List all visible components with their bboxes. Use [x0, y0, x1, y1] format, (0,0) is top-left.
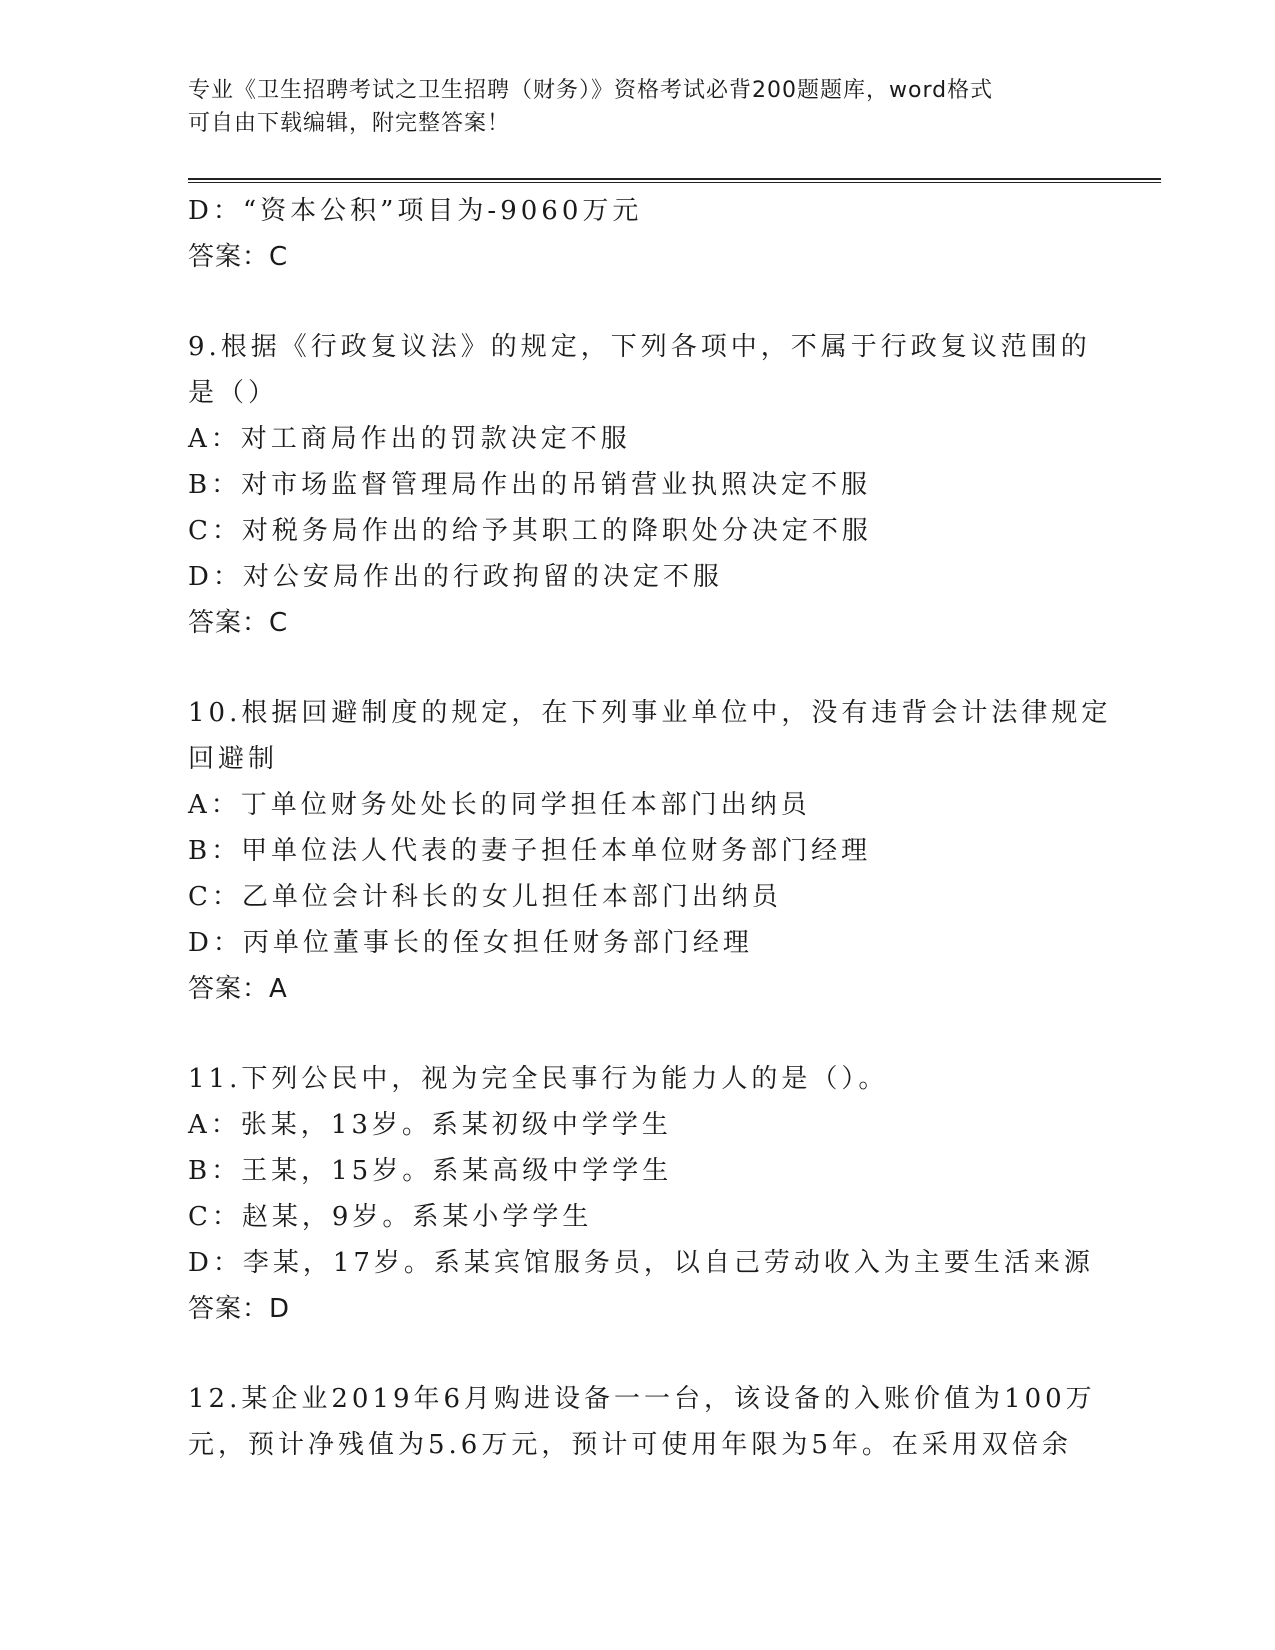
question-text-line-2: 元，预计净残值为5.6万元，预计可使用年限为5年。在采用双倍余: [188, 1430, 1072, 1460]
answer-label: 答案：D: [188, 1294, 291, 1324]
question-text-line-2: 是（）: [188, 378, 279, 408]
question-text-line-1: 10.根据回避制度的规定，在下列事业单位中，没有违背会计法律规定: [188, 698, 1112, 728]
question-text-line-1: 12.某企业2019年6月购进设备一一台，该设备的入账价值为100万: [188, 1384, 1096, 1414]
option-c: C：乙单位会计科长的女儿担任本部门出纳员: [188, 882, 782, 912]
spacer: [188, 280, 1088, 324]
question-text-line-1: 9.根据《行政复议法》的规定，下列各项中，不属于行政复议范围的: [188, 332, 1091, 362]
question-text-line-2: 回避制: [188, 744, 279, 774]
question-12: [188, 1376, 1096, 1468]
option-c: C：赵某，9岁。系某小学学生: [188, 1202, 593, 1232]
document-header: [188, 74, 1088, 140]
option-a: A：对工商局作出的罚款决定不服: [188, 424, 631, 454]
document-body: [188, 188, 1112, 1468]
question-10: [188, 690, 1112, 1012]
question-9: [188, 324, 1091, 646]
question-11: [188, 1056, 1094, 1332]
option-d: D：丙单位董事长的侄女担任财务部门经理: [188, 928, 753, 958]
option-a: A：丁单位财务处处长的同学担任本部门出纳员: [188, 790, 811, 820]
question-8-tail: [188, 188, 1088, 280]
option-b: B：甲单位法人代表的妻子担任本单位财务部门经理: [188, 836, 872, 866]
option-b: B：王某，15岁。系某高级中学学生: [188, 1156, 673, 1186]
answer-label: 答案：C: [188, 608, 289, 638]
option-b: B：对市场监督管理局作出的吊销营业执照决定不服: [188, 470, 872, 500]
spacer: [188, 646, 1088, 690]
header-title-line-2: 可自由下载编辑，附完整答案！: [188, 111, 511, 136]
option-c: C：对税务局作出的给予其职工的降职处分决定不服: [188, 516, 872, 546]
spacer: [188, 1332, 1088, 1376]
option-a: A：张某，13岁。系某初级中学学生: [188, 1110, 672, 1140]
answer-label: 答案：C: [188, 242, 289, 272]
answer-label: 答案：A: [188, 974, 288, 1004]
option-d: D：“资本公积”项目为-9060万元: [188, 196, 643, 226]
header-divider: [188, 178, 1161, 183]
question-text-line-1: 11.下列公民中，视为完全民事行为能力人的是（）。: [188, 1064, 889, 1094]
option-d: D：对公安局作出的行政拘留的决定不服: [188, 562, 723, 592]
option-d: D：李某，17岁。系某宾馆服务员，以自己劳动收入为主要生活来源: [188, 1248, 1094, 1278]
header-title-line-1: 专业《卫生招聘考试之卫生招聘（财务）》资格考试必背200题题库，word格式: [188, 78, 994, 103]
spacer: [188, 1012, 1088, 1056]
